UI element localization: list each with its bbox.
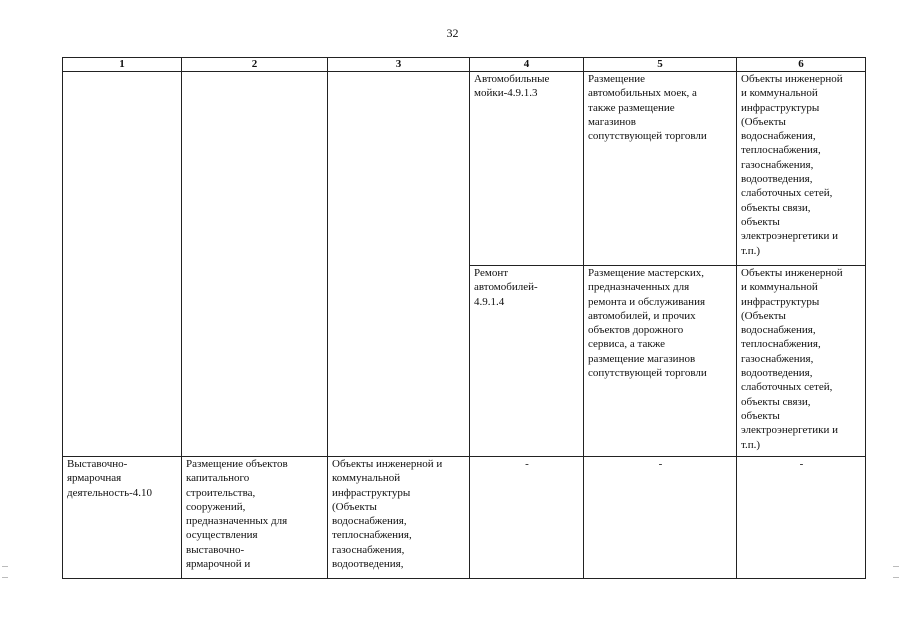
column-number-3: 3 [328, 58, 470, 72]
column-number-4: 4 [470, 58, 584, 72]
table-cell-conditional-auxiliary: Объекты инженерной и коммунальной инфраструктуры (Объекты водоснабжения, теплоснабжения, газоснабжения, водоотведения, слаботочных сетей, объекты связи, объекты электроэнергетики и т.п.) [737, 72, 866, 266]
table-cell-main-use: Выставочно- ярмарочная деятельность-4.10 [63, 457, 182, 579]
table-cell-description [182, 72, 328, 457]
table-row [63, 72, 866, 266]
scan-edge-mark [893, 566, 899, 578]
table-cell-conditional-use: Автомобильные мойки-4.9.1.3 [470, 72, 584, 266]
table-cell-conditional-auxiliary: - [737, 457, 866, 579]
table-cell-conditional-description: Размещение мастерских, предназначенных для ремонта и обслуживания автомобилей, и прочих объектов дорожного сервиса, а также размещение магазинов сопутствующей торговли [584, 266, 737, 457]
table-cell-conditional-use: - [470, 457, 584, 579]
column-number-1: 1 [63, 58, 182, 72]
page-number: 32 [446, 26, 459, 40]
table-cell-conditional-use: Ремонт автомобилей- 4.9.1.4 [470, 266, 584, 457]
table-cell-conditional-description: Размещение автомобильных моек, а также размещение магазинов сопутствующей торговли [584, 72, 737, 266]
column-number-6: 6 [737, 58, 866, 72]
column-number-2: 2 [182, 58, 328, 72]
table-cell-auxiliary-use [328, 72, 470, 457]
table-cell-main-use [63, 72, 182, 457]
table-cell-conditional-description: - [584, 457, 737, 579]
header-row [63, 58, 866, 72]
table-cell-description: Размещение объектов капитального строительства, сооружений, предназначенных для осуществления выставочно- ярмарочной и [182, 457, 328, 579]
table-cell-auxiliary-use: Объекты инженерной и коммунальной инфраструктуры (Объекты водоснабжения, теплоснабжения, газоснабжения, водоотведения, [328, 457, 470, 579]
table-cell-conditional-auxiliary: Объекты инженерной и коммунальной инфраструктуры (Объекты водоснабжения, теплоснабжения, газоснабжения, водоотведения, слаботочных сетей, объекты связи, объекты электроэнергетики и т.п.) [737, 266, 866, 457]
table-row [63, 457, 866, 579]
column-number-5: 5 [584, 58, 737, 72]
land-use-table [62, 57, 866, 579]
scan-edge-mark [2, 566, 8, 578]
